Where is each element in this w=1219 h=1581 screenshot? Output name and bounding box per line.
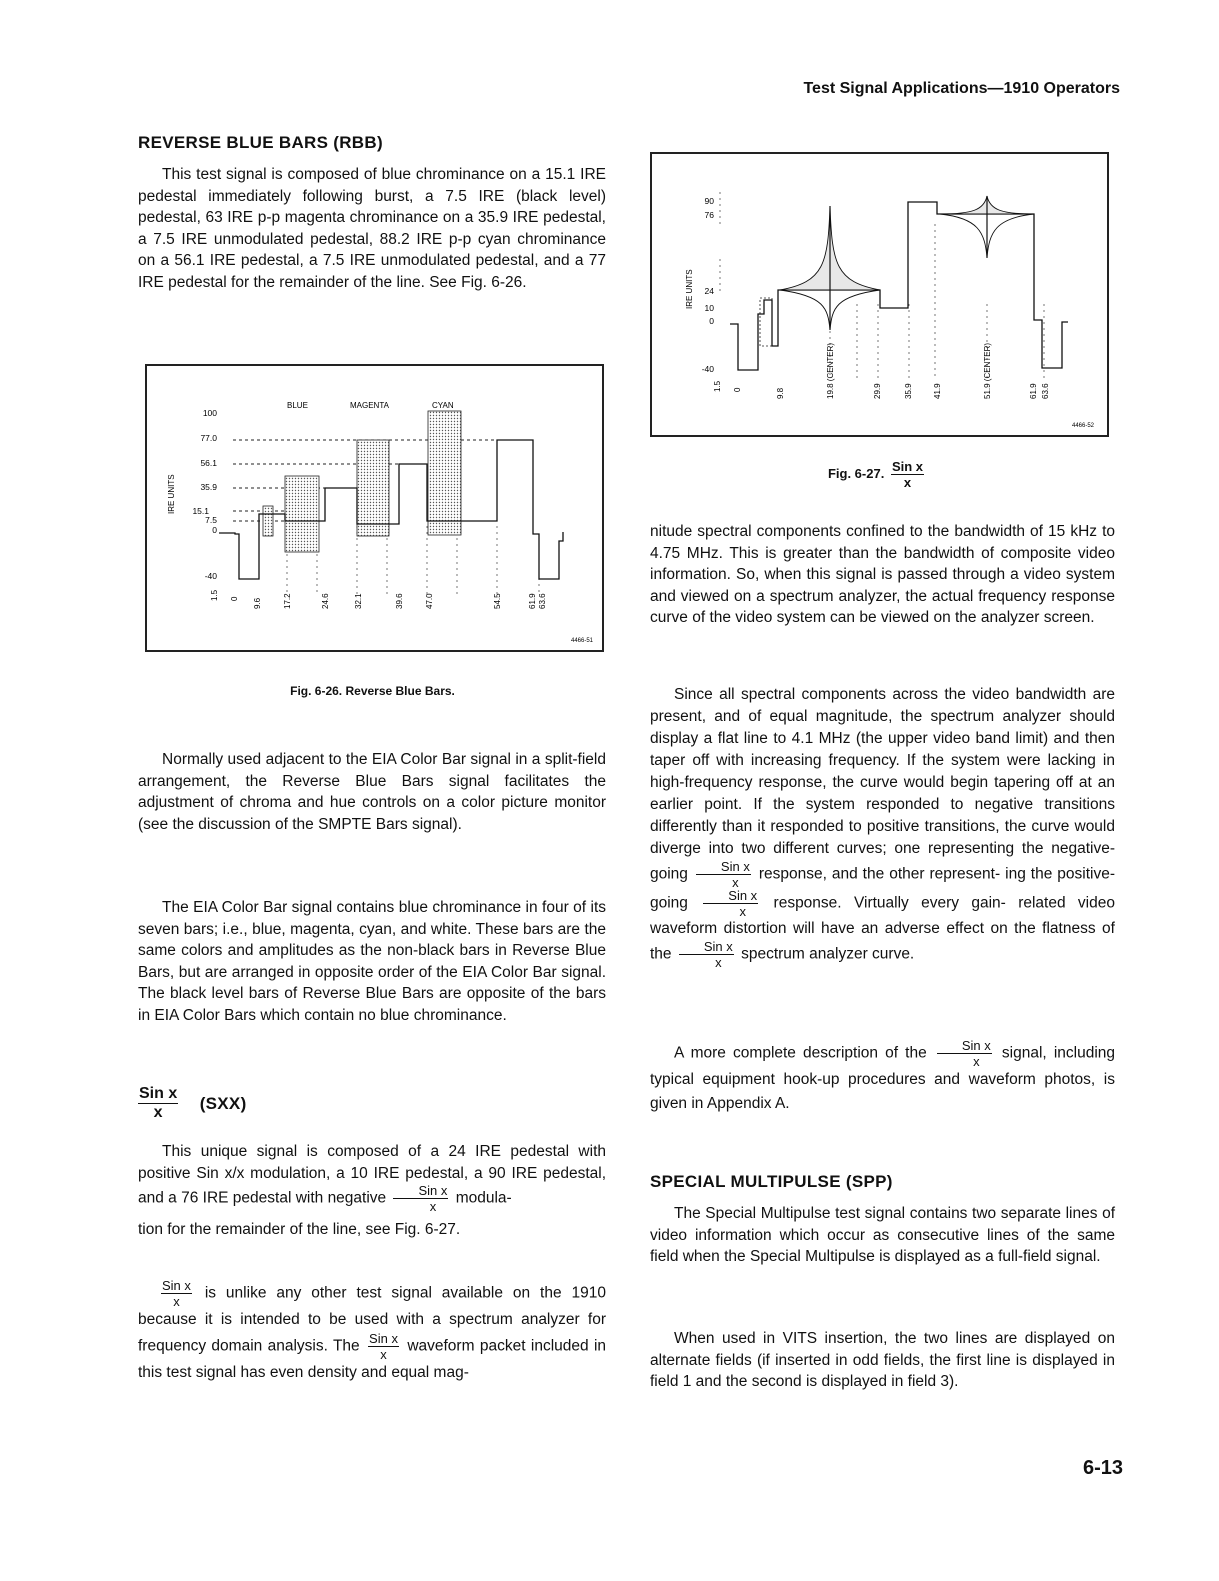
spectrum-paragraph: Since all spectral components across the video bandwidth are present, and of equal magnitude, the spectrum analyzer should display a flat line to 4.1 MHz (the upper video band limit) and then taper off with increasing frequency. If the system were lacking in high-frequency response, the curve would begin tapering off at an earlier point. If the system responded to negative transitions differently than it responded to positive transitions, the curve would diverge into two different curves; one representing the negative-going $\frac{\text{Sin x}}{x}$ response, and the other represent- ing the positive-going $\frac{\text{Sin x}}{x}$ response. Virtually every gain- related video waveform distortion will have an adverse effect on the flatness of the $\frac{\text{Sin x}}{x}$ spectrum analyzer curve. [650, 686, 1116, 970]
y-tick: 0 [212, 525, 217, 535]
rbb-paragraph-1: This test signal is composed of blue chrominance on a 15.1 IRE pedestal immediately following burst, a 7.5 IRE (black level) pedestal, 63 IRE p-p magenta chrominance on a 35.9 IRE pedestal, a 7.5 IRE unmodulated pedestal, 88.2 IRE p-p cyan chrominance on a 56.1 IRE pedestal, a 7.5 IRE unmodulated pedestal, and a 77 IRE pedestal for the remainder of the line. See Fig. 6-26. [138, 166, 606, 291]
sin-x-over-x-fraction: $\frac{\text{Sin x}}{x}$ [162, 1278, 191, 1309]
x-tick: 47.0 [425, 593, 434, 609]
y-tick: 35.9 [200, 482, 217, 492]
sin-x-over-x-fraction: $\frac{\text{Sin x}}{x}$ [393, 1184, 448, 1213]
spp-paragraph-2: When used in VITS insertion, the two lines are displayed on alternate fields (if inserted in odd fields, the first line is displayed in field 1 and the second is displayed in field 3). [650, 1330, 1115, 1390]
figure-ref: 4466-51 [571, 638, 594, 644]
label-magenta: MAGENTA [350, 401, 389, 410]
x-tick: 17.2 [283, 593, 292, 609]
x-tick: 19.8 (CENTER) [826, 342, 835, 399]
y-tick: 0 [709, 316, 714, 326]
rbb-paragraph-2: Normally used adjacent to the EIA Color Bar signal in a split-field arrangement, the Reverse Blue Bars signal facilitates the adjustment of chroma and hue controls on a color picture monitor (see the discussion of the SMPTE Bars signal). [138, 751, 606, 833]
y-axis-title: IRE UNITS [167, 474, 176, 514]
x-tick: 35.9 [904, 383, 913, 399]
x-tick: 9.8 [776, 387, 785, 399]
y-tick: 15.1 [192, 506, 209, 516]
rbb-paragraph-3: The EIA Color Bar signal contains blue chrominance in four of its seven bars; i.e., blue, magenta, cyan, and white. These bars are the same colors and amplitudes as the non-black bars in Reverse Blue Bars, but are arranged in opposite order of the EIA Color Bar signal. The black level bars of Reverse Blue Bars are opposite of the bars in EIA Color Bars which contain no blue chrominance. [138, 899, 606, 1024]
figure-6-26-waveform [147, 366, 602, 650]
y-tick: -40 [701, 364, 714, 374]
label-blue: BLUE [287, 401, 308, 410]
fig-6-26-caption: Fig. 6-26. Reverse Blue Bars. [290, 684, 455, 698]
y-tick: 76 [704, 210, 714, 220]
y-axis-title: IRE UNITS [685, 269, 694, 309]
x-tick: 1.5 [210, 589, 219, 601]
y-tick: 7.5 [205, 515, 217, 525]
figure-ref: 4466-52 [1072, 423, 1095, 429]
y-tick: 24 [704, 286, 714, 296]
x-tick: 54.5 [493, 593, 502, 609]
figure-6-27-waveform [652, 154, 1107, 435]
x-tick: 29.9 [873, 383, 882, 399]
x-tick: 41.9 [933, 383, 942, 399]
sin-x-over-x-fraction: $\frac{\text{Sin x}}{x}$ [679, 940, 734, 969]
y-tick: -40 [204, 571, 217, 581]
y-tick: 77.0 [200, 433, 217, 443]
x-tick: 61.9 [528, 593, 537, 609]
page-number: 6-13 [1082, 1457, 1123, 1479]
x-tick: 32.1 [354, 593, 363, 609]
figure-6-27 [650, 152, 1109, 437]
appendix-paragraph: A more complete description of the $\frac{\text{Sin x}}{x}$ signal, including typical equipment hook-up procedures and waveform photos, is given in Appendix A. [650, 1038, 1115, 1112]
spp-heading: SPECIAL MULTIPULSE (SPP) [650, 1172, 893, 1191]
x-ticks [210, 589, 547, 609]
running-header: Test Signal Applications—1910 Operators [803, 80, 1120, 97]
x-tick: 0 [733, 387, 742, 392]
x-tick: 63.6 [1041, 383, 1050, 399]
x-tick: 1.5 [713, 380, 722, 392]
y-tick: 100 [202, 408, 217, 418]
sin-x-over-x-fraction: $\frac{\text{Sin x}}{x}$ [139, 1085, 178, 1121]
fig-6-27-caption: Fig. 6-27. $\frac{\text{Sin x}}{x}$ [827, 459, 924, 490]
y-tick: 56.1 [200, 458, 217, 468]
sin-x-over-x-fraction: $\frac{\text{Sin x}}{x}$ [937, 1039, 992, 1068]
sxx-paragraph-2: $\frac{\text{Sin x}}{x}$ is unlike any other test signal available on the 1910 because it is intended to be used with a spectrum analyzer for frequency domain analysis. The $\frac{\text{Sin x}}{x}$ waveform packet included in this test signal has even density and equal mag- [138, 1278, 607, 1381]
spp-paragraph-1: The Special Multipulse test signal contains two separate lines of video information which occur as consecutive lines of the same field when the Special Multipulse is displayed as a full-field signal. [650, 1205, 1115, 1265]
x-tick: 51.9 (CENTER) [983, 342, 992, 399]
y-tick: 10 [704, 303, 714, 313]
x-tick: 0 [230, 596, 239, 601]
sxx-paragraph-1: This unique signal is composed of a 24 IRE pedestal with positive Sin x/x modulation, a 10 IRE pedestal, a 90 IRE pedestal, and a 76 IRE pedestal with negative $\frac{\text{Sin x}}{x}$ modula- tion for the remainder of the line, see Fig. 6-27. [138, 1143, 606, 1238]
sin-x-over-x-fraction: $\frac{\text{Sin x}}{x}$ [696, 860, 751, 889]
sin-x-over-x-fraction: $\frac{\text{Sin x}}{x}$ [891, 459, 924, 490]
x-tick: 61.9 [1029, 383, 1038, 399]
y-tick: 90 [704, 196, 714, 206]
rbb-heading: REVERSE BLUE BARS (RBB) [138, 133, 383, 152]
x-tick: 39.6 [395, 593, 404, 609]
sxx-paragraph-continued: nitude spectral components confined to the bandwidth of 15 kHz to 4.75 MHz. This is greater than the bandwidth of composite video information. So, when this signal is passed through a video system and viewed on a spectrum analyzer, the actual frequency response curve of the video system can be viewed on the analyzer screen. [650, 523, 1115, 626]
label-cyan: CYAN [432, 401, 454, 410]
figure-6-26 [145, 364, 604, 652]
x-tick: 63.6 [538, 593, 547, 609]
sxx-heading-code: (SXX) [199, 1093, 247, 1113]
x-tick: 24.6 [321, 593, 330, 609]
sin-x-over-x-fraction: $\frac{\text{Sin x}}{x}$ [369, 1331, 398, 1362]
x-tick: 9.6 [253, 597, 262, 609]
sin-x-over-x-fraction: $\frac{\text{Sin x}}{x}$ [703, 889, 758, 918]
sxx-heading [138, 1086, 247, 1121]
